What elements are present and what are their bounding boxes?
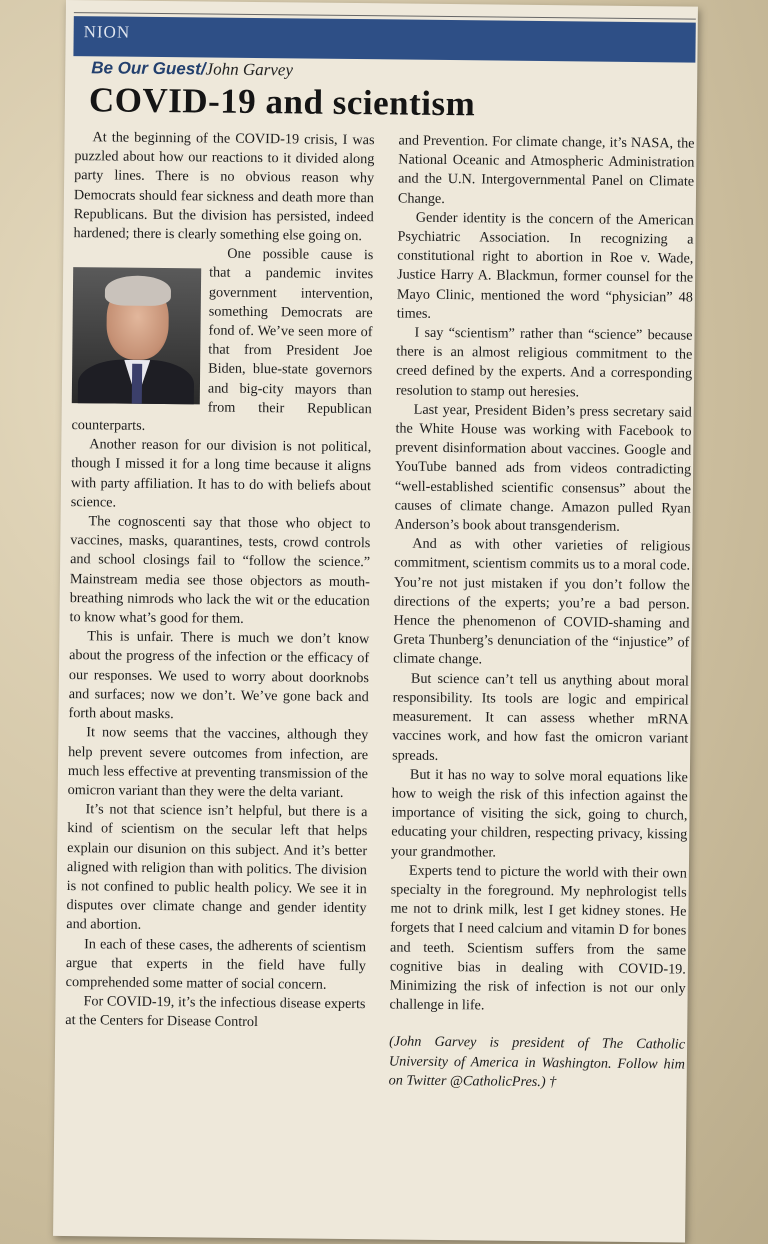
paragraph: It now seems that the vaccines, although they help prevent severe outcomes from infection, are much less effective at preventing transmission of the omicron variant than they were the delta variant. — [67, 724, 369, 801]
kicker-author: John Garvey — [205, 59, 294, 80]
article-column-1 — [65, 128, 374, 1034]
paragraph: And as with other varieties of religious commitment, scientism commits us to a moral code. You’re not just mistaken if you don’t follow the directions of the experts; you’re a bad person. Hence the phenomenon of COVID-shaming and Greta Thunberg’s denunciation of the “injustice” of climate change. — [393, 535, 691, 668]
author-photo — [72, 267, 201, 404]
section-label: NION — [83, 22, 131, 42]
photo-tie — [132, 364, 142, 404]
article-column-2 — [389, 131, 695, 1093]
headline: COVID-19 and scientism — [88, 80, 476, 124]
paragraph: This is unfair. There is much we don’t know about the progress of the infection or the efficacy of our responses. We used to worry about doorknobs and surfaces; now we don’t. We’ve gone back and forth about masks. — [68, 628, 370, 723]
paragraph: One possible cause is that a pandemic invites government intervention, something Democrats are fond of. We’ve seen more of that from President Joe Biden, blue-state governors and big-city mayors than from their Republican counterparts. — [71, 245, 374, 434]
kicker-label: Be Our Guest/ — [91, 58, 206, 79]
paragraph: It’s not that science isn’t helpful, but there is a kind of scientism on the secular left that helps explain our disunion on this subject. And it’s better aligned with religion than with politics. The division is not confined to public health policy. We see it in disputes over climate change and gender identity and abortion. — [66, 801, 368, 934]
author-bio: (John Garvey is president of The Catholic University of America in Washington. Follow him on Twitter @CatholicPres.) † — [388, 1033, 686, 1090]
paragraph: and Prevention. For climate change, it’s NASA, the National Oceanic and Atmospheric Administration and the U.N. Intergovernmental Panel on Climate Change. — [397, 132, 695, 207]
paragraph: Experts tend to picture the world with their own specialty in the foreground. My nephrologist tells me not to drink milk, lest I get kidney stones. He forgets that I need calcium and vitamin D for bones and teeth. Scientism suffers from the same cognitive bias in dealing with COVID-19. Minimizing the risk of infection is not our only challenge in life. — [389, 862, 687, 1014]
paragraph: For COVID-19, it’s the infectious disease experts at the Centers for Disease Control — [65, 993, 366, 1031]
column-kicker — [91, 58, 293, 80]
paragraph: Last year, President Biden’s press secretary said the White House was working with Facebook to prevent disinformation about vaccines. Google and YouTube banned ads from videos contradicting “well-established scientific consensus” about the causes of climate change. Amazon pulled Ryan Anderson’s book about transgenderism. — [394, 401, 692, 535]
paragraph: Another reason for our division is not political, though I missed it for a long time because it aligns with party affiliation. It has to do with beliefs about science. — [70, 436, 372, 511]
paragraph: But it has no way to solve moral equations like how to weigh the risk of this infection against the importance of visiting the sick, going to church, educating your children, respecting privacy, kissing your grandmother. — [391, 766, 688, 861]
paragraph: The cognoscenti say that those who object to vaccines, masks, quarantines, tests, crowd controls and school closings fail to “follow the science.” Mainstream media see those objectors as mouth-breathing nimrods who lack the wit or the education to know what’s good for them. — [69, 513, 371, 627]
paragraph: At the beginning of the COVID-19 crisis, I was puzzled about how our reactions to it divided along party lines. There is no obvious reason why Democrats should fear sickness and death more than Republicans. But the division has persisted, indeed hardened; there is clearly something else going on. — [73, 129, 375, 245]
newspaper-clipping — [53, 0, 698, 1243]
photo-hair — [105, 276, 171, 307]
paragraph: In each of these cases, the adherents of scientism argue that experts in the field have fully comprehended some matter of social concern. — [65, 935, 367, 993]
paragraph: Gender identity is the concern of the American Psychiatric Association. In recognizing a constitutional right to abortion in Roe v. Wade, Justice Harry A. Blackmun, former counsel for the Mayo Clinic, mentioned the word “physician” 48 times. — [396, 209, 694, 322]
paragraph: I say “scientism” rather than “science” because there is an almost religious commitment to the creed defined by the experts. And a corresponding resolution to stamp out heresies. — [395, 324, 693, 401]
paragraph: But science can’t tell us anything about moral responsibility. Its tools are logic and empirical measurement. It can assess whether mRNA vaccines work, and how fast the omicron variant spreads. — [392, 670, 689, 764]
section-banner — [73, 16, 695, 63]
